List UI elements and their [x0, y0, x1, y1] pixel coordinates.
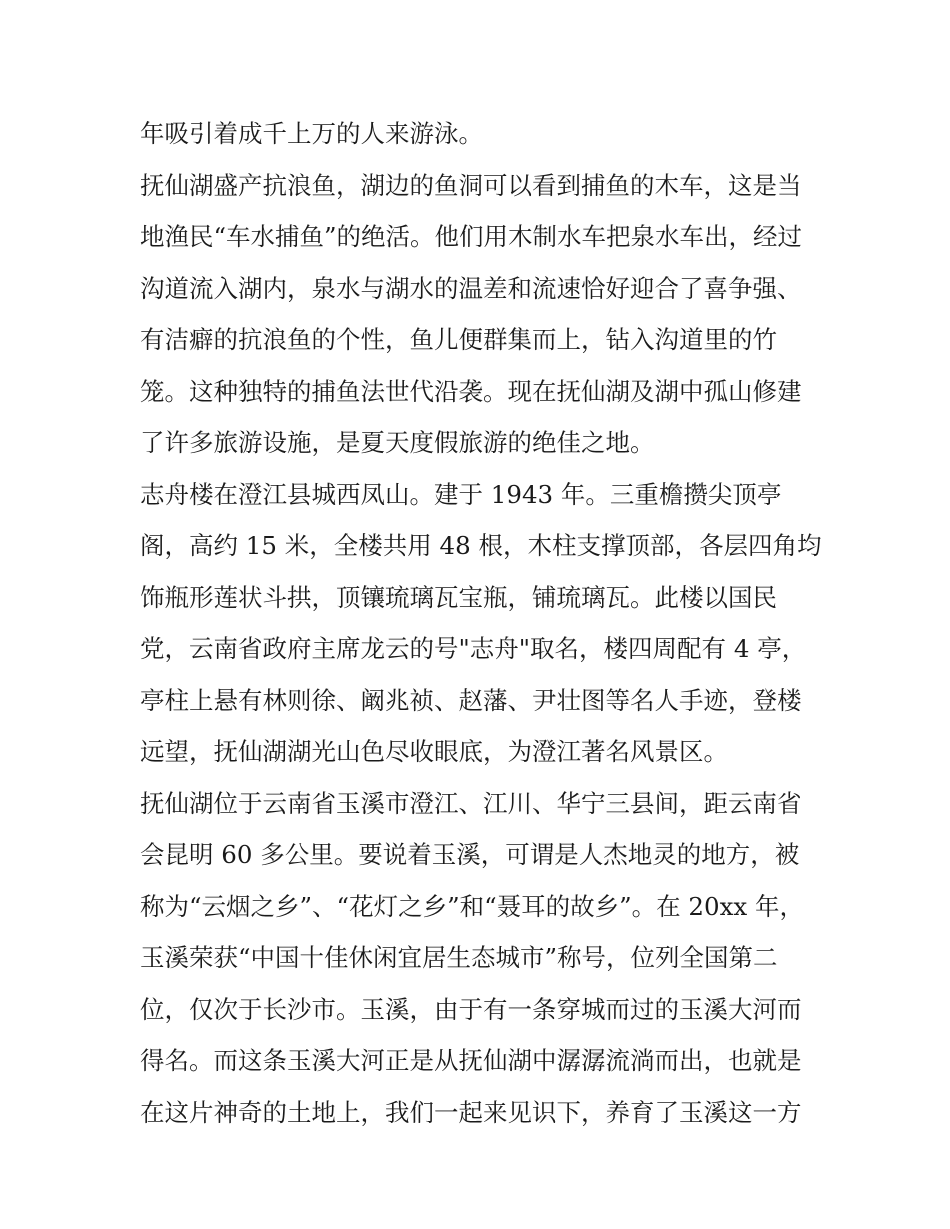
- text-line: 饰瓶形莲状斗拱，顶镶琉璃瓦宝瓶，铺琉璃瓦。此楼以国民: [140, 582, 777, 612]
- text-line: 志舟楼在澄江县城西凤山。建于 1943 年。三重檐攒尖顶亭: [140, 479, 782, 509]
- text-line: 阁，高约 15 米，全楼共用 48 根，木柱支撑顶部，各层四角均: [140, 531, 822, 560]
- text-line: 有洁癖的抗浪鱼的个性，鱼儿便群集而上，钻入沟道里的竹: [140, 325, 777, 354]
- body-text: [140, 108, 820, 1138]
- text-line: 远望，抚仙湖湖光山色尽收眼底，为澄江著名风景区。: [140, 737, 728, 766]
- text-line: 亭柱上悬有林则徐、阚兆祯、赵藩、尹壮图等名人手迹，登楼: [140, 685, 802, 715]
- text-line: 会昆明 60 多公里。要说着玉溪，可谓是人杰地灵的地方，被: [140, 840, 800, 869]
- text-line: 笼。这种独特的捕鱼法世代沿袭。现在抚仙湖及湖中孤山修建: [140, 376, 802, 406]
- text-line: 了许多旅游设施，是夏天度假旅游的绝佳之地。: [140, 428, 655, 457]
- text-line: 沟道流入湖内，泉水与湖水的温差和流速恰好迎合了喜争强、: [140, 273, 802, 303]
- text-line: 党，云南省政府主席龙云的号"志舟"取名，楼四周配有 4 亭，: [140, 634, 807, 663]
- text-line: 称为“云烟之乡”、“花灯之乡”和“聂耳的故乡”。在 20xx 年，: [140, 891, 805, 921]
- text-line: 在这片神奇的土地上，我们一起来见识下，养育了玉溪这一方: [140, 1097, 802, 1127]
- text-line: 玉溪荣获“中国十佳休闲宜居生态城市”称号，位列全国第二: [140, 943, 778, 972]
- text-line: 年吸引着成千上万的人来游泳。: [140, 119, 483, 148]
- text-line: 抚仙湖盛产抗浪鱼，湖边的鱼洞可以看到捕鱼的木车，这是当: [140, 170, 802, 200]
- text-line: 得名。而这条玉溪大河正是从抚仙湖中潺潺流淌而出，也就是: [140, 1046, 802, 1075]
- text-line: 地渔民“车水捕鱼”的绝活。他们用木制水车把泉水车出，经过: [140, 222, 803, 251]
- text-line: 抚仙湖位于云南省玉溪市澄江、江川、华宁三县间，距云南省: [140, 788, 802, 818]
- text-line: 位，仅次于长沙市。玉溪，由于有一条穿城而过的玉溪大河而: [140, 994, 802, 1024]
